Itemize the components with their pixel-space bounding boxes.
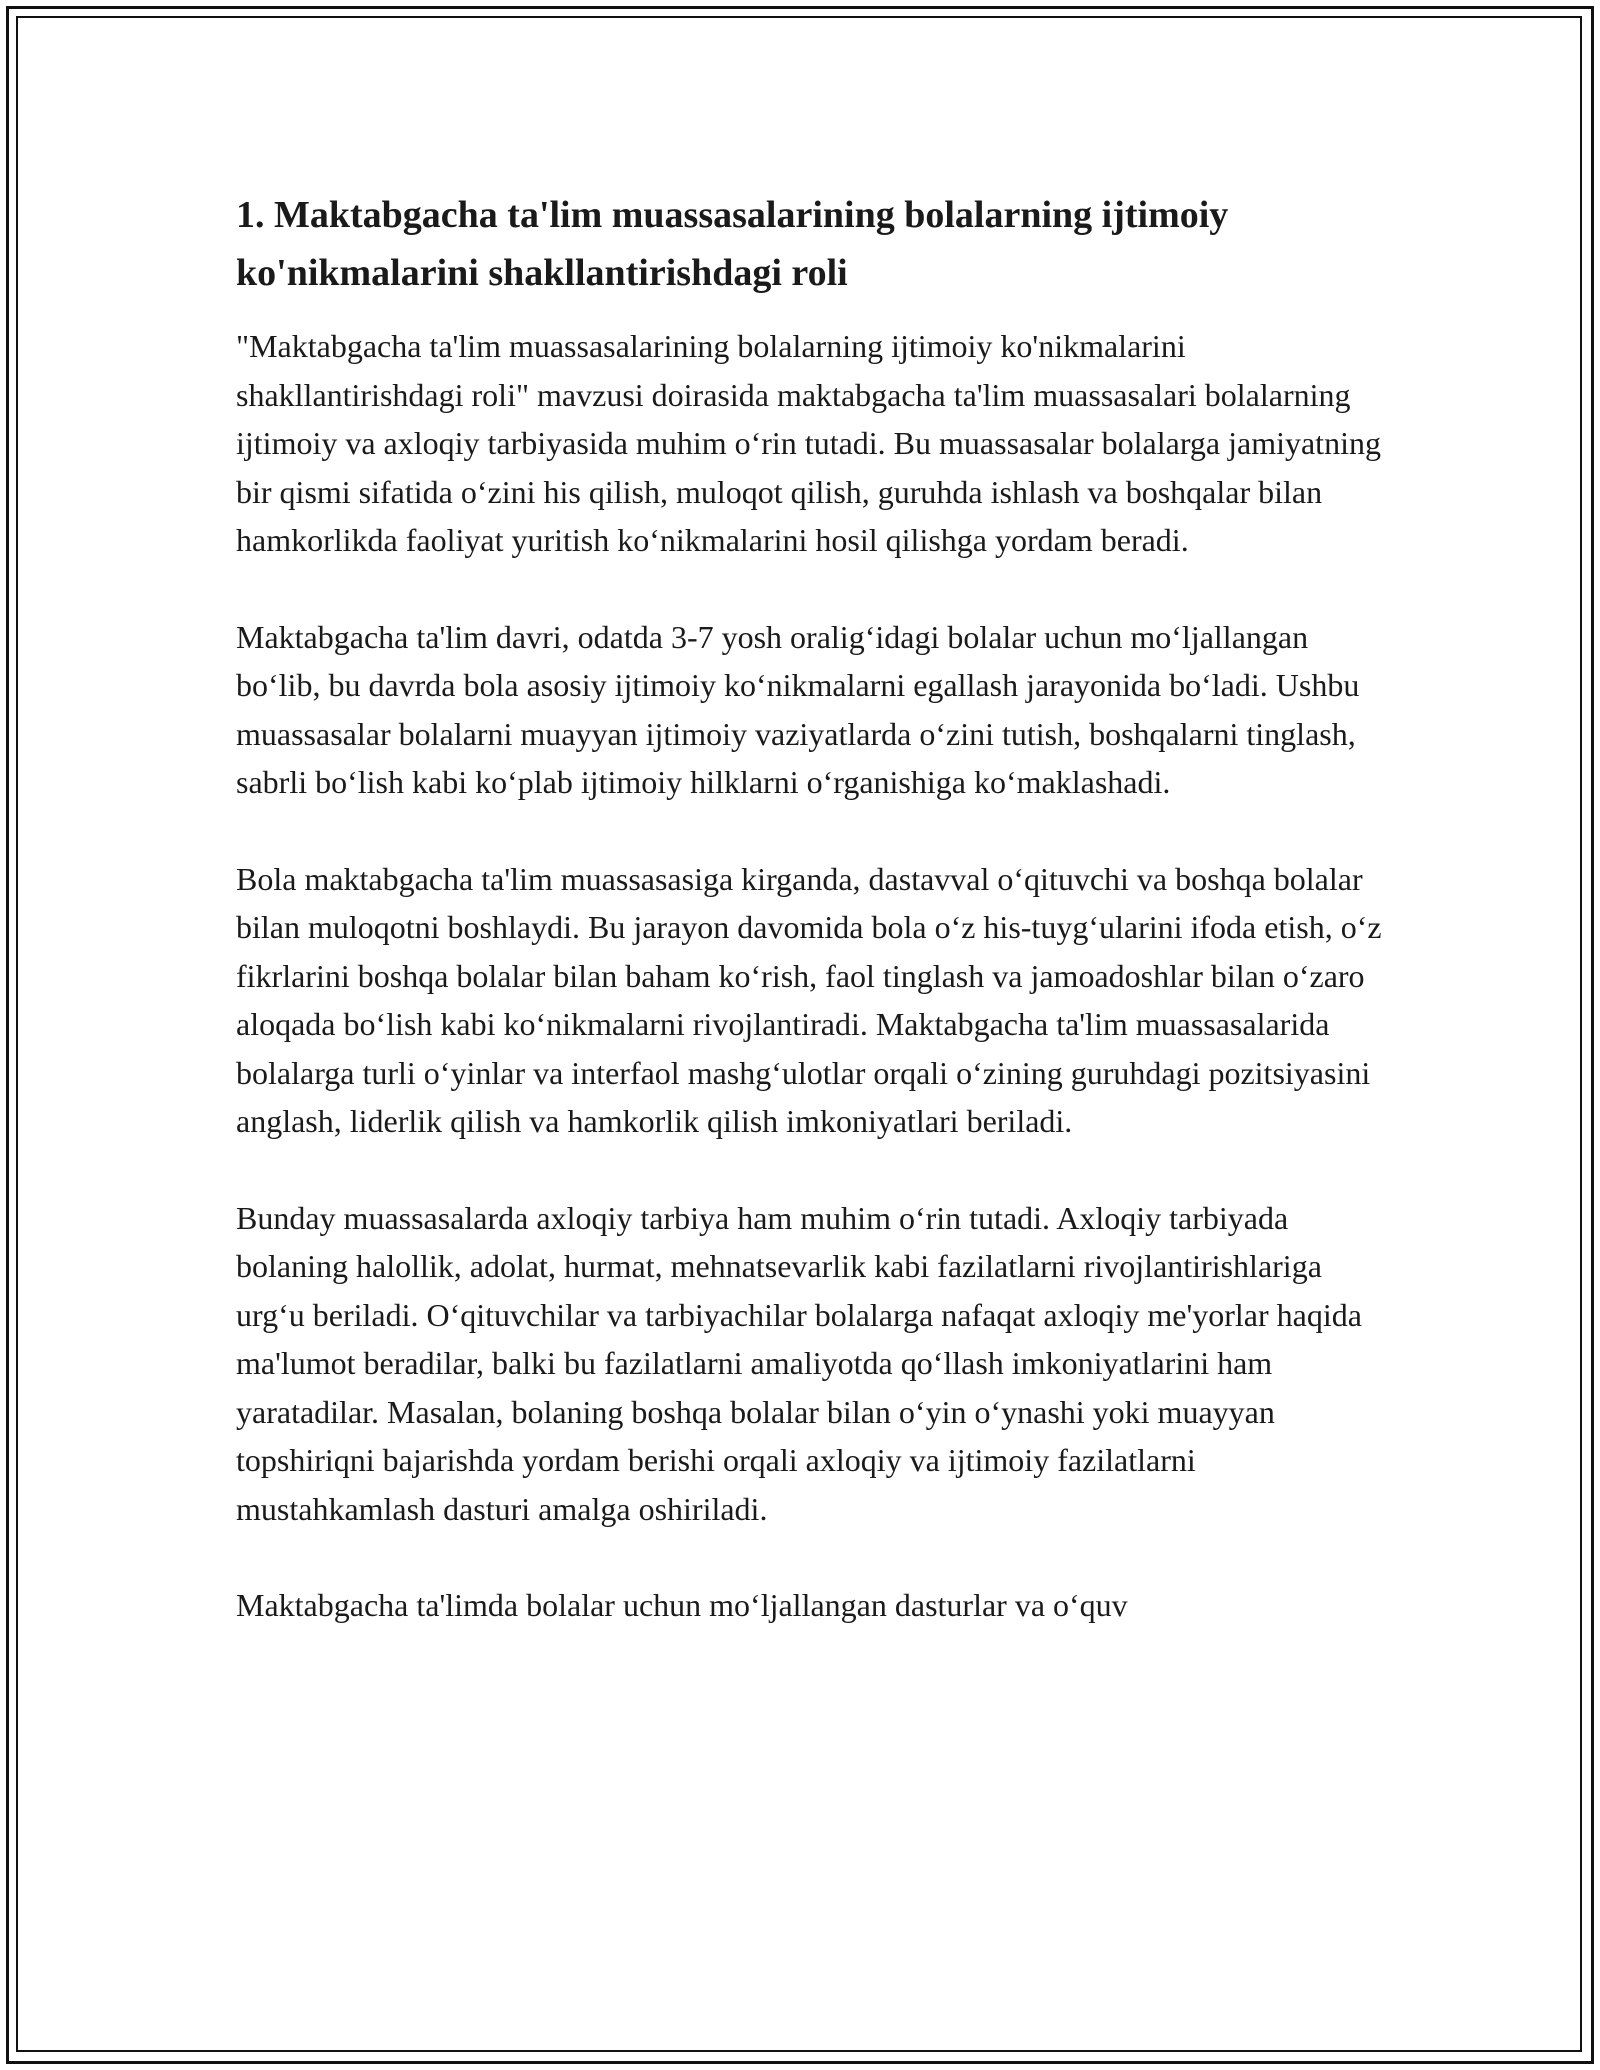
paragraph: "Maktabgacha ta'lim muassasalarining bolalarning ijtimoiy ko'nikmalarini shakllantirishdagi roli" mavzusi doirasida maktabgacha ta'lim muassasalari bolalarning ijtimoiy va axloqiy tarbiyasida muhim oʻrin tutadi. Bu muassasalar bolalarga jamiyatning bir qismi sifatida oʻzini his qilish, muloqot qilish, guruhda ishlash va boshqalar bilan hamkorlikda faoliyat yuritish koʻnikmalarini hosil qilishga yordam beradi. [236, 328, 1381, 558]
document-body [236, 186, 1386, 1678]
paragraph: Maktabgacha ta'lim davri, odatda 3-7 yosh oraligʻidagi bolalar uchun moʻljallangan boʻlib, bu davrda bola asosiy ijtimoiy koʻnikmalarni egallash jarayonida boʻladi. Ushbu muassasalar bolalarni muayyan ijtimoiy vaziyatlarda oʻzini tutish, boshqalarni tinglash, sabrli boʻlish kabi koʻplab ijtimoiy hilklarni oʻrganishiga koʻmaklashadi. [236, 618, 1360, 800]
paragraph: Maktabgacha ta'limda bolalar uchun moʻljallangan dasturlar va oʻquv [236, 1587, 1128, 1623]
paragraph: Bola maktabgacha ta'lim muassasasiga kirganda, dastavval oʻqituvchi va boshqa bolalar bilan muloqotni boshlaydi. Bu jarayon davomida bola oʻz his-tuygʻularini ifoda etish, oʻz fikrlarini boshqa bolalar bilan baham koʻrish, faol tinglash va jamoadoshlar bilan oʻzaro aloqada boʻlish kabi koʻnikmalarni rivojlantiradi. Maktabgacha ta'lim muassasalarida bolalarga turli oʻyinlar va interfaol mashgʻulotlar orqali oʻzining guruhdagi pozitsiyasini anglash, liderlik qilish va hamkorlik qilish imkoniyatlari beriladi. [236, 860, 1382, 1139]
paragraph: Bunday muassasalarda axloqiy tarbiya ham muhim oʻrin tutadi. Axloqiy tarbiyada bolaning halollik, adolat, hurmat, mehnatsevarlik kabi fazilatlarni rivojlantirishlariga urgʻu beriladi. Oʻqituvchilar va tarbiyachilar bolalarga nafaqat axloqiy me'yorlar haqida ma'lumot beradilar, balki bu fazilatlarni amaliyotda qoʻllash imkoniyatlarini ham yaratadilar. Masalan, bolaning boshqa bolalar bilan oʻyin oʻynashi yoki muayyan topshiriqni bajarishda yordam berishi orqali axloqiy va ijtimoiy fazilatlarni mustahkamlash dasturi amalga oshiriladi. [236, 1199, 1362, 1527]
section-heading: 1. Maktabgacha ta'lim muassasalarining bolalarning ijtimoiy ko'nikmalarini shakllantirishdagi roli [236, 194, 1229, 294]
